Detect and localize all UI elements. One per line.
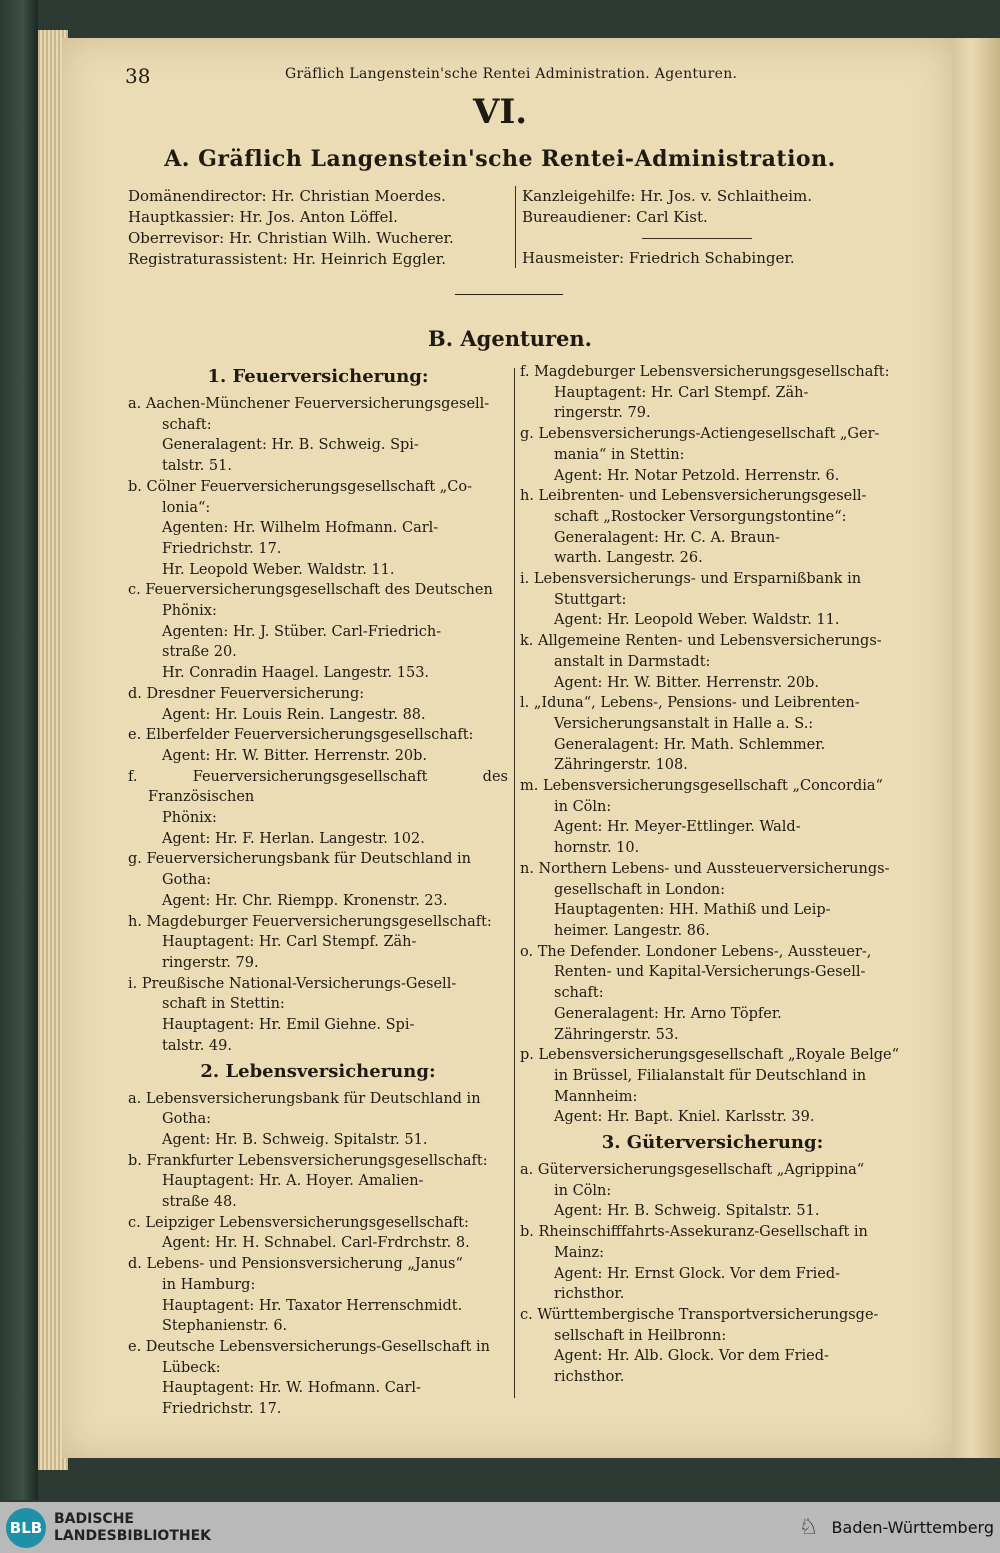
agency-entry — [520, 693, 905, 776]
chapter-number: VI. — [472, 92, 528, 132]
agency-detail-line: ringerstr. 79. — [162, 954, 259, 971]
agency-name-line: f. Feuerversicherungsgesellschaft des Französischen — [128, 768, 508, 806]
agency-detail-line: Zähringerstr. 108. — [554, 757, 688, 774]
agency-name-line: h. Magdeburger Feuerversicherungsgesellschaft: — [128, 913, 492, 930]
agency-name-line: d. Dresdner Feuerversicherung: — [128, 685, 365, 702]
agency-entry — [520, 486, 905, 569]
agency-name-line: b. Cölner Feuerversicherungsgesellschaft „Co- — [128, 478, 473, 495]
agency-name-line: m. Lebensversicherungsgesellschaft „Concordia“ — [520, 778, 883, 795]
agency-detail-line: in Cöln: — [554, 1182, 612, 1199]
agency-detail-line: hornstr. 10. — [554, 840, 640, 857]
agency-detail-line: Mainz: — [554, 1244, 604, 1261]
agency-entry — [520, 1160, 905, 1222]
agency-detail-line: Agenten: Hr. J. Stüber. Carl-Friedrich- — [162, 623, 442, 640]
agency-detail-line: Agent: Hr. F. Herlan. Langestr. 102. — [162, 830, 425, 847]
agency-entry — [128, 1213, 508, 1254]
agency-name-line: b. Frankfurter Lebensversicherungsgesellschaft: — [128, 1152, 488, 1169]
section-divider — [455, 294, 563, 295]
agency-entry — [128, 394, 508, 477]
agency-entry — [128, 1254, 508, 1337]
agency-detail-line: Stuttgart: — [554, 591, 627, 608]
agency-detail-line: Generalagent: Hr. Arno Töpfer. — [554, 1005, 782, 1022]
subsection-heading: 1. Feuerversicherung: — [207, 366, 429, 387]
agency-detail-line: talstr. 49. — [162, 1037, 232, 1054]
library-name-line2: LANDESBIBLIOTHEK — [54, 1527, 212, 1544]
agency-name-line: g. Feuerversicherungsbank für Deutschland in — [128, 851, 472, 868]
agency-name-line: e. Elberfelder Feuerversicherungsgesellschaft: — [128, 727, 474, 744]
agency-detail-line: Agent: Hr. Leopold Weber. Waldstr. 11. — [554, 612, 840, 629]
agency-detail-line: Generalagent: Hr. Math. Schlemmer. — [554, 736, 826, 753]
agency-detail-line: Lübeck: — [162, 1359, 221, 1376]
agency-detail-line: gesellschaft in London: — [554, 881, 726, 898]
agency-detail-line: richsthor. — [554, 1286, 625, 1303]
staff-entry: Domänendirector: Hr. Christian Moerdes. — [128, 187, 446, 205]
agency-entry — [128, 684, 508, 725]
agency-detail-line: schaft „Rostocker Versorgungstontine“: — [554, 508, 847, 525]
agency-entry — [520, 631, 905, 693]
agency-entry — [128, 580, 508, 684]
agency-entry — [128, 725, 508, 766]
library-name-line1: BADISCHE — [54, 1510, 134, 1527]
agency-detail-line: straße 48. — [162, 1194, 237, 1211]
agency-detail-line: anstalt in Darmstadt: — [554, 653, 711, 670]
agency-detail-line: Agent: Hr. H. Schnabel. Carl-Frdrchstr. 8. — [162, 1235, 470, 1252]
agency-entry — [520, 424, 905, 486]
staff-list-left — [128, 186, 508, 270]
state-name: Baden-Württemberg — [831, 1518, 994, 1537]
agency-detail-line: Hauptagent: Hr. A. Hoyer. Amalien- — [162, 1173, 424, 1190]
book-binding — [0, 0, 38, 1500]
agency-detail-line: Hauptagent: Hr. Emil Giehne. Spi- — [162, 1017, 415, 1034]
agency-name-line: d. Lebens- und Pensionsversicherung „Janus“ — [128, 1256, 463, 1273]
agency-detail-line: Hauptagent: Hr. Carl Stempf. Zäh- — [162, 934, 417, 951]
agency-name-line: c. Württembergische Transportversicherungsge- — [520, 1306, 879, 1323]
agency-detail-line: Agent: Hr. Bapt. Kniel. Karlsstr. 39. — [554, 1109, 815, 1126]
agency-detail-line: in Hamburg: — [162, 1276, 256, 1293]
agency-detail-line: talstr. 51. — [162, 458, 232, 475]
agency-detail-line: Agent: Hr. B. Schweig. Spitalstr. 51. — [162, 1131, 428, 1148]
agency-name-line: k. Allgemeine Renten- und Lebensversicherungs- — [520, 633, 882, 650]
agency-name-line: l. „Iduna“, Lebens-, Pensions- und Leibrenten- — [520, 695, 860, 712]
agency-detail-line: schaft: — [162, 416, 212, 433]
section-a-title: A. Gräflich Langenstein'sche Rentei-Administration. — [164, 146, 836, 172]
agency-detail-line: Hauptagent: Hr. Taxator Herrenschmidt. — [162, 1297, 463, 1314]
agency-detail-line: Phönix: — [162, 603, 217, 620]
agency-detail-line: Generalagent: Hr. C. A. Braun- — [554, 529, 780, 546]
agency-name-line: a. Aachen-Münchener Feuerversicherungsgesell- — [128, 396, 490, 412]
blb-logo-icon: BLB — [6, 1508, 46, 1548]
agency-detail-line: Hauptagenten: HH. Mathiß und Leip- — [554, 902, 831, 919]
agency-name-line: n. Northern Lebens- und Aussteuerversicherungs- — [520, 860, 890, 877]
agency-entry — [128, 767, 508, 850]
agency-detail-line: lonia“: — [162, 499, 211, 516]
agency-entry — [128, 912, 508, 974]
agency-detail-line: Friedrichstr. 17. — [162, 540, 282, 557]
agency-detail-line: Gotha: — [162, 872, 212, 889]
agency-name-line: i. Preußische National-Versicherungs-Gesell- — [128, 975, 457, 992]
section-b-title: B. Agenturen. — [428, 326, 592, 351]
agency-name-line: a. Lebensversicherungsbank für Deutschland in — [128, 1090, 481, 1107]
agency-detail-line: warth. Langestr. 26. — [554, 550, 703, 567]
agency-detail-line: schaft: — [554, 985, 604, 1002]
agency-name-line: p. Lebensversicherungsgesellschaft „Royale Belge“ — [520, 1047, 899, 1064]
agency-detail-line: Hauptagent: Hr. Carl Stempf. Zäh- — [554, 384, 809, 401]
agency-entry — [520, 942, 905, 1046]
agency-detail-line: Agent: Hr. Ernst Glock. Vor dem Fried- — [554, 1265, 841, 1282]
short-rule — [522, 228, 912, 248]
agency-detail-line: Agent: Hr. W. Bitter. Herrenstr. 20b. — [554, 674, 820, 691]
agency-entry — [128, 1089, 508, 1151]
coat-of-arms-icon: ♘ — [798, 1514, 819, 1540]
staff-list-right — [515, 186, 912, 268]
facing-page-edge — [952, 38, 1000, 1458]
running-head — [120, 64, 910, 86]
agency-detail-line: Agenten: Hr. Wilhelm Hofmann. Carl- — [162, 520, 439, 537]
library-name — [54, 1511, 211, 1545]
staff-entry: Kanzleigehilfe: Hr. Jos. v. Schlaitheim. — [522, 187, 813, 205]
agency-entry — [520, 569, 905, 631]
staff-entry: Bureaudiener: Carl Kist. — [522, 208, 708, 226]
agencies-column-left — [128, 362, 508, 1420]
agency-detail-line: heimer. Langestr. 86. — [554, 922, 710, 939]
agency-detail-line: Agent: Hr. Alb. Glock. Vor dem Fried- — [554, 1348, 829, 1365]
agency-detail-line: Stephanienstr. 6. — [162, 1318, 288, 1335]
agency-detail-line: sellschaft in Heilbronn: — [554, 1327, 727, 1344]
page-number: 38 — [125, 64, 151, 88]
agency-name-line: i. Lebensversicherungs- und Ersparnißbank in — [520, 571, 862, 588]
library-brand[interactable] — [0, 1508, 211, 1548]
agency-detail-line: Mannheim: — [554, 1088, 638, 1105]
agencies-column-right — [520, 362, 905, 1388]
column-divider — [514, 368, 515, 1398]
agency-name-line: o. The Defender. Londoner Lebens-, Aussteuer-, — [520, 943, 872, 960]
state-brand[interactable] — [794, 1513, 1000, 1543]
agency-entry — [128, 974, 508, 1057]
agency-detail-line: Hr. Leopold Weber. Waldstr. 11. — [162, 561, 395, 578]
agency-detail-line: Agent: Hr. Notar Petzold. Herrenstr. 6. — [554, 467, 840, 484]
agency-entry — [128, 849, 508, 911]
agency-detail-line: mania“ in Stettin: — [554, 446, 685, 463]
subsection-heading: 2. Lebensversicherung: — [200, 1060, 436, 1082]
agency-name-line: c. Leipziger Lebensversicherungsgesellschaft: — [128, 1214, 469, 1231]
agency-detail-line: Phönix: — [162, 810, 217, 827]
agency-entry — [128, 477, 508, 581]
staff-entry: Registraturassistent: Hr. Heinrich Eggler. — [128, 250, 446, 268]
staff-entry: Hauptkassier: Hr. Jos. Anton Löffel. — [128, 208, 398, 226]
agency-detail-line: Agent: Hr. W. Bitter. Herrenstr. 20b. — [162, 747, 428, 764]
agency-detail-line: Friedrichstr. 17. — [162, 1401, 282, 1418]
agency-name-line: a. Güterversicherungsgesellschaft „Agrippina“ — [520, 1162, 865, 1179]
agency-entry — [128, 1337, 508, 1420]
agency-detail-line: ringerstr. 79. — [554, 405, 651, 422]
agency-name-line: g. Lebensversicherungs-Actiengesellschaft „Ger- — [520, 426, 880, 443]
agency-detail-line: Hauptagent: Hr. W. Hofmann. Carl- — [162, 1380, 421, 1397]
agency-name-line: b. Rheinschifffahrts-Assekuranz-Gesellschaft in — [520, 1224, 868, 1241]
footer-bar — [0, 1502, 1000, 1553]
agency-entry — [520, 1222, 905, 1305]
agency-detail-line: Versicherungsanstalt in Halle a. S.: — [554, 715, 814, 732]
staff-entry: Hausmeister: Friedrich Schabinger. — [522, 249, 795, 267]
agency-entry — [520, 1045, 905, 1128]
agency-detail-line: Hr. Conradin Haagel. Langestr. 153. — [162, 665, 430, 682]
agency-detail-line: in Cöln: — [554, 798, 612, 815]
agency-detail-line: Gotha: — [162, 1111, 212, 1128]
agency-detail-line: Agent: Hr. Louis Rein. Langestr. 88. — [162, 706, 426, 723]
agency-detail-line: in Brüssel, Filialanstalt für Deutschland in — [554, 1067, 867, 1084]
agency-name-line: e. Deutsche Lebensversicherungs-Gesellschaft in — [128, 1338, 490, 1355]
agency-name-line: c. Feuerversicherungsgesellschaft des Deutschen — [128, 582, 493, 599]
agency-detail-line: richsthor. — [554, 1369, 625, 1386]
agency-name-line: f. Magdeburger Lebensversicherungsgesellschaft: — [520, 364, 890, 380]
agency-entry — [520, 1305, 905, 1388]
agency-detail-line: Agent: Hr. B. Schweig. Spitalstr. 51. — [554, 1203, 820, 1220]
agency-name-line: h. Leibrenten- und Lebensversicherungsgesell- — [520, 488, 867, 505]
staff-entry: Oberrevisor: Hr. Christian Wilh. Wucherer. — [128, 229, 454, 247]
agency-entry — [520, 776, 905, 859]
agency-detail-line: Renten- und Kapital-Versicherungs-Gesell- — [554, 964, 866, 981]
agency-entry — [520, 859, 905, 942]
agency-detail-line: Generalagent: Hr. B. Schweig. Spi- — [162, 437, 419, 454]
running-head-title: Gräflich Langenstein'sche Rentei Administration. Agenturen. — [285, 66, 738, 82]
agency-detail-line: schaft in Stettin: — [162, 996, 285, 1013]
agency-detail-line: Agent: Hr. Meyer-Ettlinger. Wald- — [554, 819, 801, 836]
agency-entry — [128, 1151, 508, 1213]
agency-detail-line: Zähringerstr. 53. — [554, 1026, 679, 1043]
agency-entry — [520, 362, 905, 424]
agency-detail-line: straße 20. — [162, 644, 237, 661]
agency-detail-line: Agent: Hr. Chr. Riempp. Kronenstr. 23. — [162, 892, 448, 909]
subsection-heading: 3. Güterversicherung: — [601, 1132, 824, 1154]
